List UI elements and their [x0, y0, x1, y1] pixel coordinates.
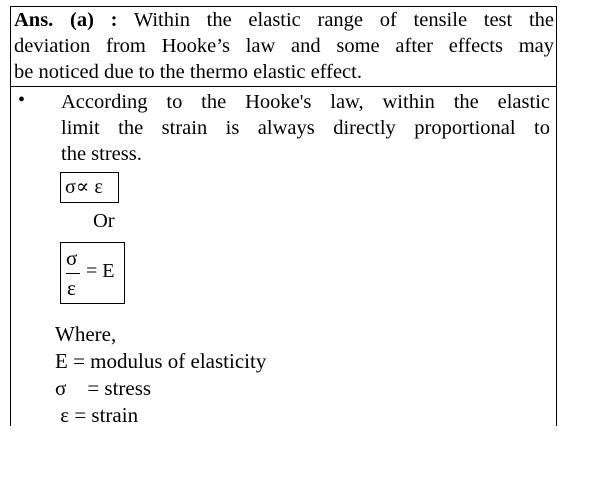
answer-label: Ans. (a) :: [14, 9, 118, 31]
definition-item: ε = strain: [55, 403, 139, 427]
fraction-bar: [66, 273, 80, 274]
row-divider: [10, 86, 557, 87]
intro-line-2: deviation from Hooke’s law and some after effects may: [14, 35, 554, 57]
bullet-line-1: According to the Hooke's law, within the elastic: [61, 91, 550, 113]
intro-line-1-text: Within the elastic range of tensile test the: [117, 9, 554, 31]
modulus-formula: [60, 242, 125, 304]
bullet-marker: •: [18, 89, 26, 111]
fraction-rhs: = E: [86, 260, 115, 282]
definition-item: E = modulus of elasticity: [55, 349, 267, 373]
intro-line-1: [14, 7, 554, 33]
bullet-line-3: the stress.: [61, 143, 142, 165]
bullet-line-2: limit the strain is always directly proportional to: [61, 117, 550, 139]
proportionality-formula: σ∝ ε: [60, 172, 119, 203]
bullet-paragraph: [61, 89, 550, 167]
or-text: Or: [93, 210, 115, 232]
fraction-denominator: ε: [67, 276, 76, 300]
fraction-numerator: σ: [66, 246, 78, 270]
intro-line-3: be noticed due to the thermo elastic effect.: [14, 61, 362, 83]
definitions-heading: Where,: [55, 322, 117, 346]
answer-intro: [14, 7, 554, 85]
definitions: [55, 321, 266, 429]
definition-item: σ = stress: [55, 376, 152, 400]
